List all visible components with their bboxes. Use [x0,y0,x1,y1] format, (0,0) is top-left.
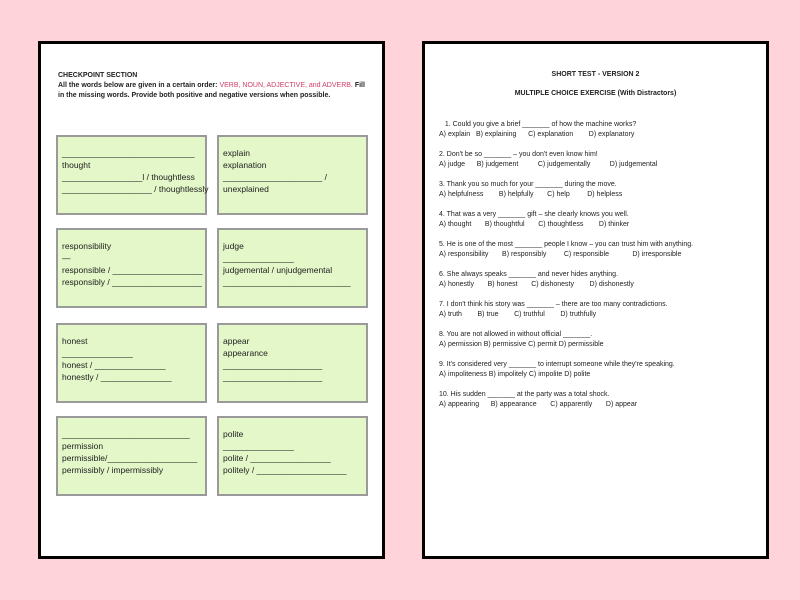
test-subtitle: MULTIPLE CHOICE EXERCISE (With Distractors) [514,90,677,97]
card-line: politely / ___________________ [223,465,347,475]
word-family-card [217,323,368,403]
test-title: SHORT TEST - VERSION 2 [551,71,640,78]
card-line: responsible / ___________________ [62,265,203,275]
answer-options: A) helpfulness B) helpfully C) help D) helpless [439,191,623,198]
card-line: _________________l / thoughtless [62,172,195,182]
question-item [439,210,759,230]
card-line: responsibly / ___________________ [62,277,202,287]
question-item [439,150,759,170]
card-line: _____________________ [223,360,323,370]
question-text: 6. She always speaks _______ and never hides anything. [439,271,619,278]
question-item [439,120,759,140]
word-family-card [56,323,207,403]
question-text: 10. His sudden _______ at the party was a total shock. [439,391,610,398]
question-item [439,180,759,200]
card-line: explanation [223,160,267,170]
answer-options: A) appearing B) appearance C) apparently D) appear [439,401,638,408]
card-line: honestly / _______________ [62,372,172,382]
card-line: explain [223,148,250,158]
word-family-card [56,416,207,496]
card-line: appear [223,336,250,346]
word-family-card [217,228,368,308]
card-line: honest / _______________ [62,360,166,370]
card-line: ___________________________ [223,277,351,287]
card-line: _____________________ / [223,172,327,182]
question-text: 5. He is one of the most _______ people I know – you can trust him with anything. [439,241,694,248]
card-line: responsibility [62,241,112,251]
answer-options: A) explain B) explaining C) explanation D) explanatory [439,131,635,138]
card-line: unexplained [223,184,269,194]
word-family-card [56,228,207,308]
question-item [439,360,759,380]
answer-options: A) permission B) permissive C) permit D) permissible [439,341,604,348]
card-line: permissibly / impermissibly [62,465,164,475]
card-line: polite [223,429,244,439]
card-line: polite / _________________ [223,453,331,463]
card-line: permission [62,441,104,451]
checkpoint-header [58,71,368,101]
answer-options: A) responsibility B) responsibly C) responsible D) irresponsible [439,251,682,258]
answer-options: A) impoliteness B) impolitely C) impolite D) polite [439,371,591,378]
answer-options: A) judge B) judgement C) judgementally D) judgemental [439,161,658,168]
question-text: 7. I don't think his story was _______ – there are too many contradictions. [439,301,668,308]
card-line: ____________________________ [62,148,195,158]
checkpoint-page [38,41,385,559]
instructions-start: All the words below are given in a certain order: [58,82,220,89]
question-item [439,330,759,350]
card-line: thought [62,160,91,170]
card-line: — [62,253,71,263]
question-text: 8. You are not allowed in without official _______. [439,331,593,338]
instructions-end: Fill in the missing words. Provide both positive and negative versions when possible. [58,82,365,99]
card-line: judge [223,241,244,251]
question-text: 2. Don't be so _______ – you don't even know him! [439,151,598,158]
question-text: 9. It's considered very _______ to interrupt someone while they're speaking. [439,361,675,368]
question-text: 3. Thank you so much for your _______ during the move. [439,181,617,188]
card-line: judgemental / unjudgemental [223,265,333,275]
short-test-page [422,41,769,559]
question-text: 1. Could you give a brief _______ of how the machine works? [439,121,637,128]
card-line: _____________________ [223,372,323,382]
checkpoint-title: CHECKPOINT SECTION [58,72,138,79]
card-line: ___________________________ [62,429,190,439]
card-line: _______________ [223,441,294,451]
word-family-card [56,135,207,215]
answer-options: A) honestly B) honest C) dishonesty D) dishonestly [439,281,634,288]
card-line: honest [62,336,88,346]
question-item [439,390,759,410]
card-line: appearance [223,348,268,358]
word-family-card [217,416,368,496]
question-item [439,240,759,260]
answer-options: A) truth B) true C) truthful D) truthfully [439,311,597,318]
question-text: 4. That was a very _______ gift – she clearly knows you well. [439,211,629,218]
card-line: _______________ [62,348,133,358]
answer-options: A) thought B) thoughtful C) thoughtless D) thinker [439,221,630,228]
checkpoint-instructions [58,81,368,101]
card-line: permissible/___________________ [62,453,198,463]
word-family-card [217,135,368,215]
question-item [439,300,759,320]
question-item [439,270,759,290]
word-order-highlight: VERB, NOUN, ADJECTIVE, and ADVERB. [219,82,353,89]
card-line: ___________________ / thoughtlessly [62,184,209,194]
card-line: _______________ [223,253,294,263]
